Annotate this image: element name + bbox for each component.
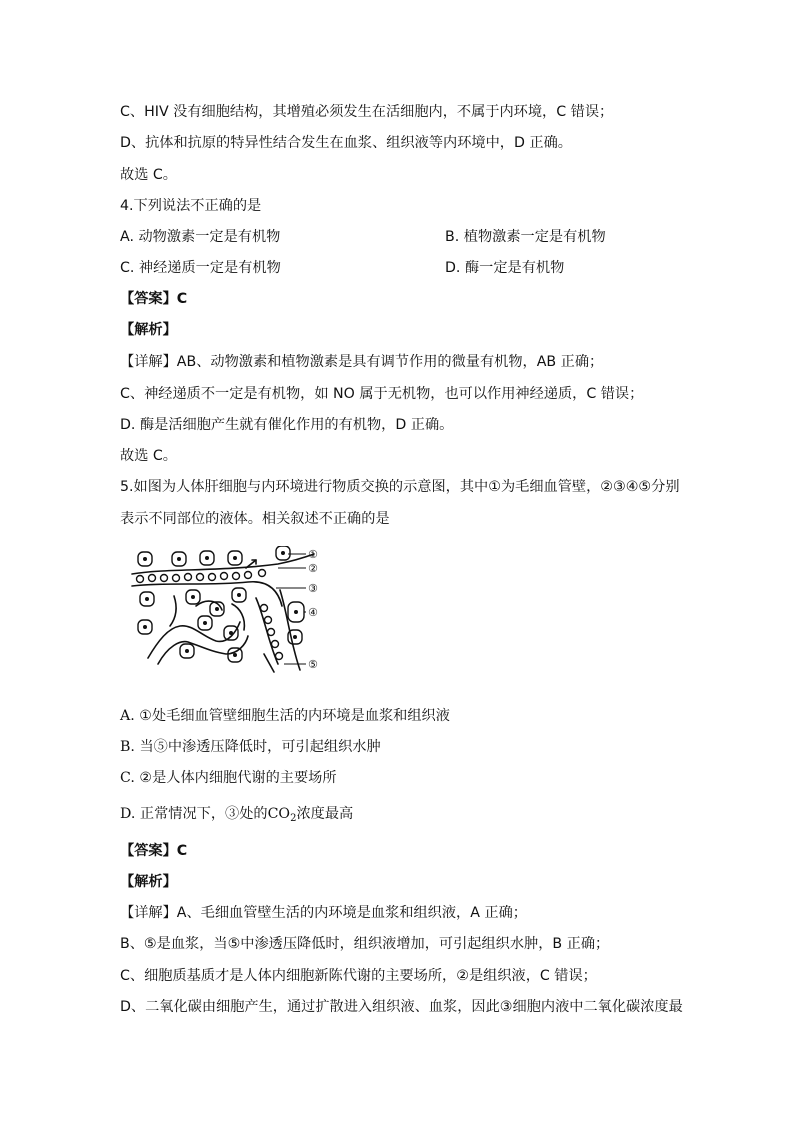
q5-option-a: A. ①处毛细血管壁细胞生活的内环境是血浆和组织液 — [120, 708, 450, 724]
q5-option-d — [120, 804, 353, 824]
liver-cell-exchange-diagram — [128, 546, 328, 678]
q4-question: 4.下列说法不正确的是 — [120, 198, 262, 214]
diagram-label-1: ① — [308, 548, 318, 561]
diagram-label-2: ② — [308, 562, 318, 575]
q5-analysis-label: 【解析】 — [120, 874, 177, 890]
q5-option-c: C. ②是人体内细胞代谢的主要场所 — [120, 770, 337, 786]
co2-formula-subscript: 2 — [290, 813, 297, 824]
co2-formula — [268, 806, 297, 822]
q5-question-line1: 5.如图为人体肝细胞与内环境进行物质交换的示意图，其中①为毛细血管壁，②③④⑤分别 — [120, 479, 680, 495]
q5-option-b: B. 当⑤中渗透压降低时，可引起组织水肿 — [120, 739, 381, 755]
q5-question-line2: 表示不同部位的液体。相关叙述不正确的是 — [120, 511, 390, 527]
diagram-label-4: ④ — [308, 606, 318, 619]
part1-conclusion: 故选 C。 — [120, 167, 177, 183]
q5-option-d-prefix: D. 正常情况下，③处的 — [120, 806, 268, 822]
q4-option-d: D. 酶一定是有机物 — [445, 260, 565, 276]
q4-d-line: D. 酶是活细胞产生就有催化作用的有机物，D 正确。 — [120, 417, 454, 433]
q5-detail: 【详解】A、毛细血管壁生活的内环境是血浆和组织液，A 正确； — [120, 905, 527, 921]
q5-b-line: B、⑤是血浆，当⑤中渗透压降低时，组织液增加，可引起组织水肿，B 正确； — [120, 936, 610, 952]
q5-answer: 【答案】C — [120, 843, 188, 859]
co2-formula-base: CO — [267, 806, 291, 822]
q4-conclusion: 故选 C。 — [120, 448, 177, 464]
diagram-label-5: ⑤ — [308, 658, 318, 671]
q5-c-line: C、细胞质基质才是人体内细胞新陈代谢的主要场所，②是组织液，C 错误； — [120, 968, 597, 984]
q4-answer: 【答案】C — [120, 291, 188, 307]
part1-c-line: C、HIV 没有细胞结构，其增殖必须发生在活细胞内，不属于内环境，C 错误； — [120, 104, 614, 120]
q4-option-a: A. 动物激素一定是有机物 — [120, 229, 281, 245]
q4-detail: 【详解】AB、动物激素和植物激素是具有调节作用的微量有机物，AB 正确； — [120, 354, 604, 370]
q4-option-c: C. 神经递质一定是有机物 — [120, 260, 281, 276]
q5-d-line: D、二氧化碳由细胞产生，通过扩散进入组织液、血浆，因此③细胞内液中二氧化碳浓度最 — [120, 999, 683, 1015]
q4-option-b: B. 植物激素一定是有机物 — [445, 229, 606, 245]
q4-c-line: C、神经递质不一定是有机物，如 NO 属于无机物，也可以作用神经递质，C 错误； — [120, 386, 644, 402]
q4-analysis-label: 【解析】 — [120, 322, 177, 338]
capillary-wall-upper — [132, 554, 314, 574]
diagram-label-3: ③ — [308, 582, 318, 595]
cell-strand-a — [170, 596, 176, 626]
q5-option-d-suffix: 浓度最高 — [296, 806, 354, 822]
vessel-stub — [264, 654, 274, 672]
part1-d-line: D、抗体和抗原的特异性结合发生在血浆、组织液等内环境中，D 正确。 — [120, 135, 572, 151]
